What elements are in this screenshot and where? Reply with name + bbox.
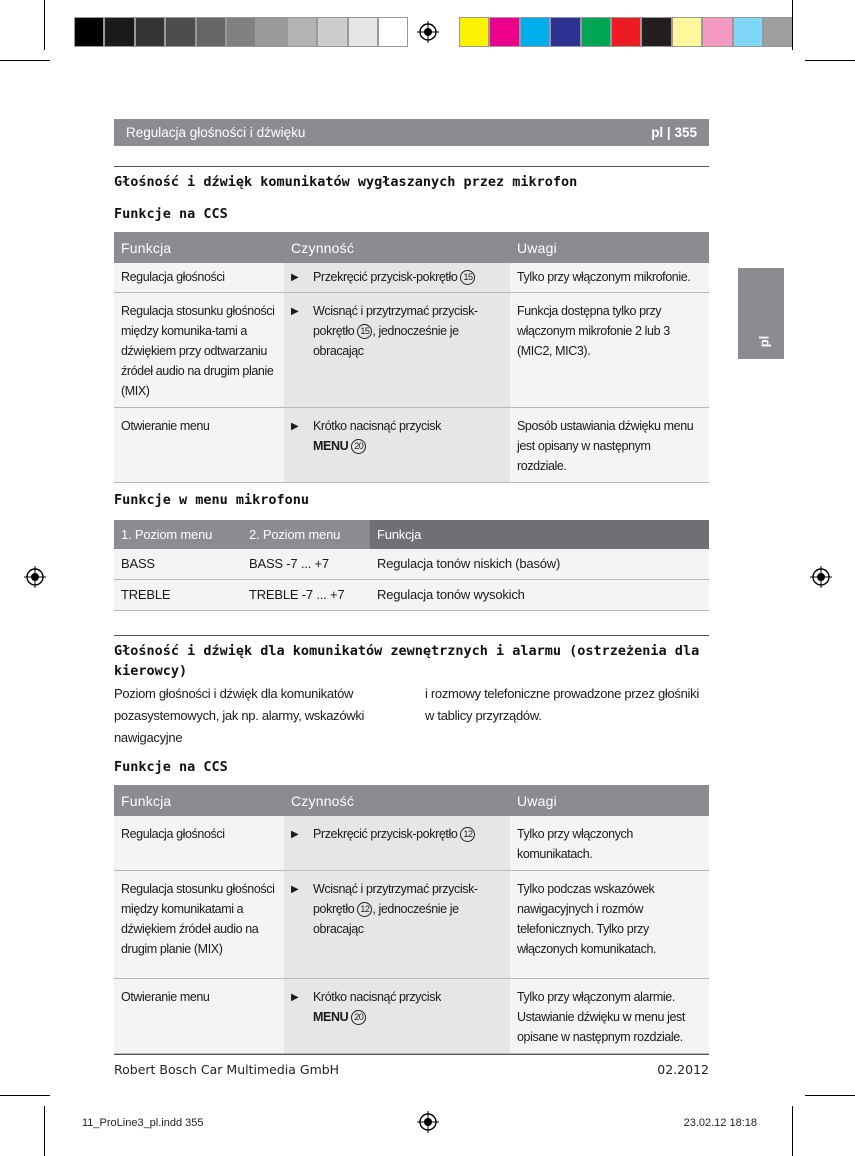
control-number-badge: 20 (351, 439, 366, 454)
grayscale-color-bar (74, 17, 408, 47)
note-cell: Funkcja dostępna tylko przy włączonym mikrofonie 2 lub 3 (MIC2, MIC3). (510, 293, 709, 408)
action-text: Krótko nacisnąć przycisk (313, 419, 441, 433)
registration-mark-icon (417, 1111, 439, 1133)
table-row (114, 871, 709, 979)
color-swatch (348, 17, 378, 47)
color-swatch (378, 17, 408, 47)
table-row (114, 580, 709, 611)
running-header (114, 119, 709, 146)
color-swatch (520, 17, 550, 47)
color-swatch (550, 17, 580, 47)
column-header: Czynność (284, 232, 510, 263)
action-text: Wcisnąć i przytrzymać przycisk-pokrętło (313, 304, 478, 338)
function-cell: Otwieranie menu (114, 408, 284, 483)
table-cell: TREBLE (114, 580, 242, 611)
function-cell: Regulacja stosunku głośności między komunikatami a dźwiękiem źródeł audio na drugim planie (MIX) (114, 871, 284, 979)
triangle-right-icon: ▶ (291, 829, 299, 840)
color-swatch (641, 17, 671, 47)
table-cell: TREBLE -7 ... +7 (242, 580, 370, 611)
color-swatch (733, 17, 763, 47)
section1-ccs-table (114, 232, 709, 483)
table-row (114, 816, 709, 871)
function-cell: Regulacja głośności (114, 816, 284, 871)
action-text: Krótko nacisnąć przycisk (313, 990, 441, 1004)
mic-menu-table (114, 520, 709, 611)
table-row (114, 263, 709, 293)
action-cell (284, 979, 510, 1054)
crop-mark (805, 1095, 855, 1096)
color-swatch (702, 17, 732, 47)
control-number-badge: 15 (460, 270, 475, 285)
crop-mark (792, 0, 793, 50)
menu-button-label: MENU (313, 439, 349, 453)
column-header: Funkcja (114, 785, 284, 816)
table-row (114, 293, 709, 408)
section2-heading: Głośność i dźwięk dla komunikatów zewnętrznych i alarmu (ostrzeżenia dla kierowcy) (114, 643, 700, 679)
column-header: Funkcja (114, 232, 284, 263)
control-number-badge: 15 (357, 324, 372, 339)
triangle-right-icon: ▶ (291, 884, 299, 895)
action-cell (284, 816, 510, 871)
color-swatch (459, 17, 489, 47)
action-cell (284, 293, 510, 408)
page-number: pl | 355 (651, 125, 697, 140)
column-header: Funkcja (370, 520, 709, 549)
table-cell: Regulacja tonów wysokich (370, 580, 709, 611)
color-swatch (317, 17, 347, 47)
table-cell: Regulacja tonów niskich (basów) (370, 549, 709, 580)
registration-mark-icon (417, 21, 439, 43)
color-swatch (104, 17, 134, 47)
column-header: Uwagi (510, 785, 709, 816)
section1-ccs-title: Funkcje na CCS (114, 206, 228, 222)
color-swatch (74, 17, 104, 47)
registration-mark-icon (810, 566, 832, 588)
crop-mark (0, 60, 50, 61)
action-text: Przekręcić przycisk-pokrętło (313, 827, 458, 841)
note-cell: Tylko przy włączonym alarmie. Ustawianie dźwięku w menu jest opisane w następnym rozdziale. (510, 979, 709, 1054)
crop-mark (792, 1106, 793, 1156)
table-header-row (114, 520, 709, 549)
header-title: Regulacja głośności i dźwięku (126, 125, 306, 140)
table-row (114, 979, 709, 1054)
side-tab-label: pl (756, 335, 772, 348)
table-row (114, 408, 709, 483)
control-number-badge: 20 (351, 1010, 366, 1025)
color-swatch (611, 17, 641, 47)
section1-heading: Głośność i dźwięk komunikatów wygłaszanych przez mikrofon (114, 174, 578, 190)
table-row (114, 549, 709, 580)
note-cell: Tylko przy włączonych komunikatach. (510, 816, 709, 871)
footer-divider (114, 1054, 709, 1055)
triangle-right-icon: ▶ (291, 421, 299, 432)
color-swatch (287, 17, 317, 47)
crop-mark (805, 60, 855, 61)
function-cell: Regulacja głośności (114, 263, 284, 293)
triangle-right-icon: ▶ (291, 992, 299, 1003)
note-cell: Tylko podczas wskazówek nawigacyjnych i rozmów telefonicznych. Tylko przy włączonych komunikatach. (510, 871, 709, 979)
color-swatch (196, 17, 226, 47)
color-swatch (135, 17, 165, 47)
menu-button-label: MENU (313, 1010, 349, 1024)
table-header-row (114, 232, 709, 263)
action-cell (284, 408, 510, 483)
action-cell (284, 263, 510, 293)
function-cell: Regulacja stosunku głośności między komunika-tami a dźwiękiem przy odtwarzaniu źródeł audio na drugim planie (MIX) (114, 293, 284, 408)
table-header-row (114, 785, 709, 816)
footer-date: 02.2012 (657, 1062, 709, 1077)
triangle-right-icon: ▶ (291, 306, 299, 317)
action-text: Przekręcić przycisk-pokrętło (313, 270, 458, 284)
section2-ccs-table (114, 785, 709, 1054)
mic-menu-title: Funkcje w menu mikrofonu (114, 492, 310, 508)
crop-mark (0, 1095, 50, 1096)
color-swatch (672, 17, 702, 47)
section2-paragraph-left: Poziom głośności i dźwięk dla komunikatów pozasystemowych, jak np. alarmy, wskazówki nawigacyjne (114, 686, 365, 745)
color-swatch (763, 17, 793, 47)
triangle-right-icon: ▶ (291, 272, 299, 283)
function-cell: Otwieranie menu (114, 979, 284, 1054)
language-side-tab (738, 268, 784, 359)
note-cell: Sposób ustawiania dźwięku menu jest opisany w następnym rozdziale. (510, 408, 709, 483)
table-cell: BASS -7 ... +7 (242, 549, 370, 580)
slug-timestamp: 23.02.12 18:18 (683, 1117, 757, 1129)
color-swatch (226, 17, 256, 47)
column-header: Uwagi (510, 232, 709, 263)
column-header: 1. Poziom menu (114, 520, 242, 549)
table-cell: BASS (114, 549, 242, 580)
section2-ccs-title: Funkcje na CCS (114, 759, 228, 775)
crop-mark (44, 0, 45, 50)
color-swatch (256, 17, 286, 47)
action-text: Wcisnąć i przytrzymać przycisk-pokrętło (313, 882, 478, 916)
control-number-badge: 12 (460, 827, 475, 842)
column-header: 2. Poziom menu (242, 520, 370, 549)
color-swatch (581, 17, 611, 47)
section-divider (114, 166, 709, 167)
registration-mark-icon (24, 566, 46, 588)
column-header: Czynność (284, 785, 510, 816)
action-cell (284, 871, 510, 979)
color-swatch (165, 17, 195, 47)
action-text-suffix: , jednocześnie je obracając (313, 902, 459, 936)
section-divider (114, 635, 709, 636)
section2-paragraph-right: i rozmowy telefoniczne prowadzone przez głośniki w tablicy przyrządów. (425, 686, 699, 723)
process-color-bar (459, 17, 793, 47)
control-number-badge: 12 (357, 902, 372, 917)
crop-mark (44, 1106, 45, 1156)
color-swatch (489, 17, 519, 47)
note-cell: Tylko przy włączonym mikrofonie. (510, 263, 709, 293)
footer-company: Robert Bosch Car Multimedia GmbH (114, 1062, 340, 1077)
slug-filename: 11_ProLine3_pl.indd 355 (82, 1117, 204, 1129)
action-text-suffix: , jednocześnie je obracając (313, 324, 459, 358)
